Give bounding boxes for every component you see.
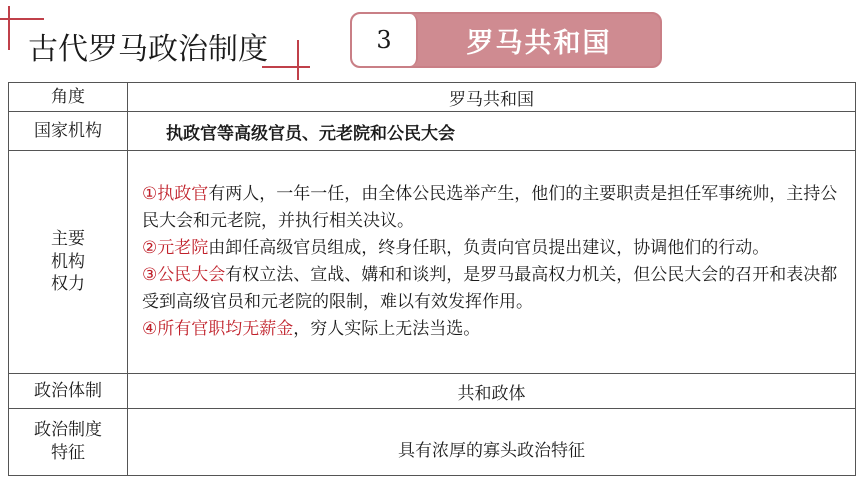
item-term: 执政官 xyxy=(157,184,209,204)
power-item xyxy=(142,316,841,343)
power-item xyxy=(142,235,841,262)
key-line: 主要 xyxy=(51,228,85,249)
section-badge xyxy=(350,12,662,68)
table-cell-value: 罗马共和国 xyxy=(128,83,856,112)
table-row xyxy=(9,409,856,476)
item-text: 由卸任高级官员组成，终身任职，负责向官员提出建议，协调他们的行动。 xyxy=(208,238,770,258)
item-text: 有权立法、宣战、媾和和谈判，是罗马最高权力机关，但公民大会的召开和表决都受到高级官员和元老院的限制，难以有效发挥作用。 xyxy=(142,265,838,312)
key-line: 特征 xyxy=(51,443,85,463)
key-line: 机构 xyxy=(51,251,85,272)
table-cell-key: 政治体制 xyxy=(9,374,128,409)
table-row xyxy=(9,112,856,151)
page-title: 古代罗马政治制度 xyxy=(28,32,268,67)
table-cell-value: 共和政体 xyxy=(128,374,856,409)
table-row xyxy=(9,83,856,112)
item-term: 公民大会 xyxy=(157,265,226,285)
table-cell-value: 具有浓厚的寡头政治特征 xyxy=(128,409,856,476)
key-line: 权力 xyxy=(51,274,85,295)
section-label: 罗马共和国 xyxy=(466,27,612,59)
table-row xyxy=(9,374,856,409)
decorative-line xyxy=(8,6,10,50)
table-row xyxy=(9,151,856,374)
item-text: ，穷人实际上无法当选。 xyxy=(293,319,481,339)
item-marker: ③ xyxy=(142,265,158,285)
table-cell-key xyxy=(9,151,128,374)
item-marker: ④ xyxy=(142,319,158,339)
table-cell-key: 国家机构 xyxy=(9,112,128,151)
item-marker: ① xyxy=(142,184,158,204)
table-cell-key: 角度 xyxy=(9,83,128,112)
decorative-line xyxy=(0,18,44,20)
decorative-line xyxy=(297,40,299,80)
table-cell-value: 执政官等高级官员、元老院和公民大会 xyxy=(128,112,856,151)
table-cell-key xyxy=(9,409,128,476)
item-term: 元老院 xyxy=(157,238,209,258)
decorative-line xyxy=(262,66,310,68)
power-item xyxy=(142,262,841,316)
item-marker: ② xyxy=(142,238,158,258)
power-description xyxy=(128,151,856,374)
key-line: 政治制度 xyxy=(34,420,102,441)
item-text: 有两人，一年一任，由全体公民选举产生，他们的主要职责是担任军事统帅，主持公民大会和元老院，并执行相关决议。 xyxy=(142,184,838,231)
section-number: 3 xyxy=(352,14,418,66)
info-table xyxy=(8,82,856,476)
power-item xyxy=(142,181,841,235)
item-term: 所有官职均无薪金 xyxy=(157,319,294,339)
